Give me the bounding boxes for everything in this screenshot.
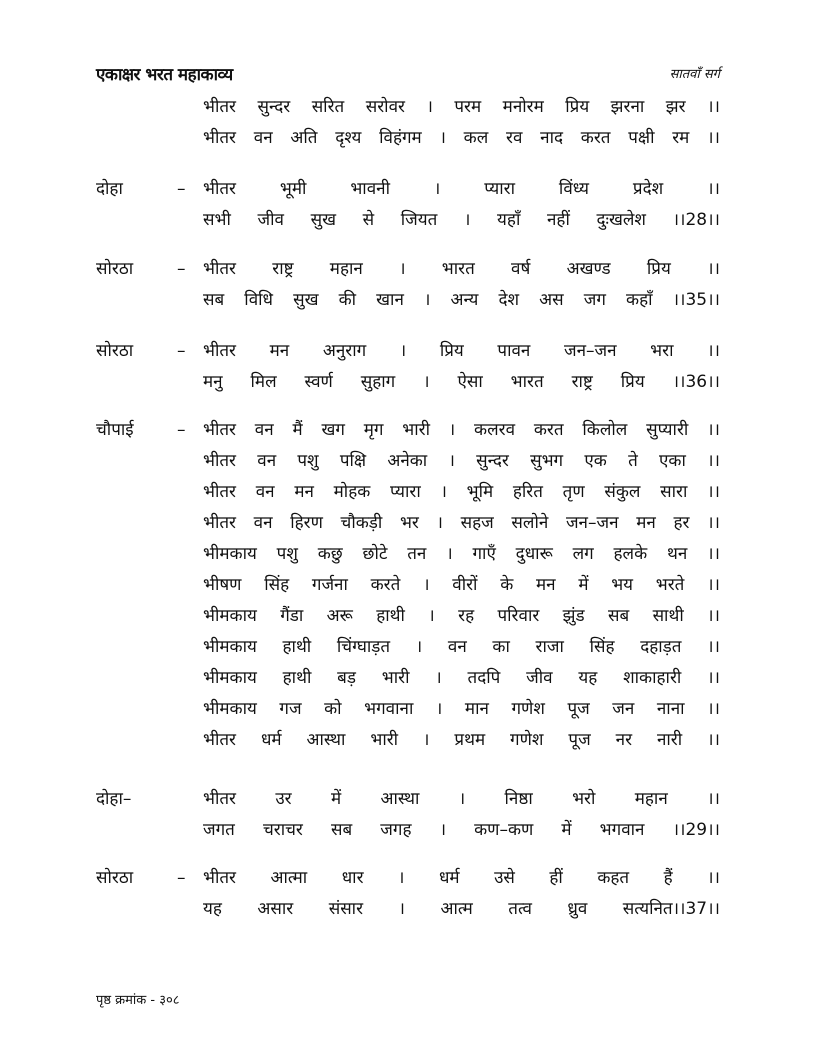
verse-line: भीतर राष्ट्र महान । भारत वर्ष अखण्ड प्रिय ।। <box>203 259 720 279</box>
verse-lines <box>203 92 720 154</box>
verse-line: भीमकाय पशु कछु छोटे तन । गाएँ दुधारू लग हलके थन ।। <box>203 544 720 564</box>
verse-lines <box>203 254 720 316</box>
verse-line: भीमकाय हाथी बड़ भारी । तदपि जीव यह शाकाहारी ।। <box>203 668 720 688</box>
verse-dash: – <box>177 341 186 361</box>
verse-line: भीतर वन पशु पक्षि अनेका । सुन्दर सुभग एक ते एका ।। <box>203 451 720 471</box>
verse-type-label: सोरठा <box>96 259 134 279</box>
verse-line: भीतर आत्मा धार । धर्म उसे हीं कहत हैं ।। <box>203 868 720 888</box>
verse-line: भीतर उर में आस्था । निष्ठा भरो महान ।। <box>203 789 720 809</box>
verse-dash: – <box>177 179 186 199</box>
verse-line: जगत चराचर सब जगह । कण–कण में भगवान ।।29।। <box>203 820 720 840</box>
verse-line: भीतर वन हिरण चौकड़ी भर । सहज सलोने जन–जन मन हर ।। <box>203 513 720 533</box>
verse-type-label: चौपाई <box>96 420 134 440</box>
verse-dash: – <box>177 868 186 888</box>
verse-type-label: सोरठा <box>96 341 134 361</box>
verse-dash: – <box>177 420 186 440</box>
verse-type-label: दोहा <box>96 179 123 199</box>
page-number: पृष्ठ क्रमांक - ३०८ <box>96 993 180 1008</box>
chapter-label: सातवाँ सर्ग <box>669 67 720 82</box>
verse-line: भीमकाय हाथी चिंग्घाड़त । वन का राजा सिंह दहाड़त ।। <box>203 637 720 657</box>
book-title: एकाक्षर भरत महाकाव्य <box>96 65 233 85</box>
verse-lines <box>203 863 720 925</box>
verse-line: भीतर सुन्दर सरित सरोवर । परम मनोरम प्रिय झरना झर ।। <box>203 97 720 117</box>
verse-lines <box>203 784 720 846</box>
verse-lines <box>203 415 720 756</box>
verse-type-label: दोहा– <box>96 789 132 809</box>
verse-line: भीतर मन अनुराग । प्रिय पावन जन–जन भरा ।। <box>203 341 720 361</box>
verse-line: यह असार संसार । आत्म तत्व ध्रुव सत्यनित।।37।। <box>203 899 720 919</box>
verse-line: सभी जीव सुख से जियत । यहाँ नहीं दुःखलेश ।।28।। <box>203 210 720 230</box>
verse-line: भीषण सिंह गर्जना करते । वीरों के मन में भय भरते ।। <box>203 575 720 595</box>
verse-line: भीतर धर्म आस्था भारी । प्रथम गणेश पूज नर नारी ।। <box>203 730 720 750</box>
verse-line: भीमकाय गैंडा अरू हाथी । रह परिवार झुंड सब साथी ।। <box>203 606 720 626</box>
verse-line: भीतर वन मैं खग मृग भारी । कलरव करत किलोल सुप्यारी ।। <box>203 420 720 440</box>
verse-line: भीमकाय गज को भगवाना । मान गणेश पूज जन नाना ।। <box>203 699 720 719</box>
verse-line: भीतर भूमी भावनी । प्यारा विंध्य प्रदेश ।। <box>203 179 720 199</box>
verse-lines <box>203 174 720 236</box>
verse-lines <box>203 336 720 398</box>
verse-dash: – <box>177 259 186 279</box>
verse-line: भीतर वन अति दृश्य विहंगम । कल रव नाद करत पक्षी रम ।। <box>203 128 720 148</box>
verse-line: भीतर वन मन मोहक प्यारा । भूमि हरित तृण संकुल सारा ।। <box>203 482 720 502</box>
verse-line: मनु मिल स्वर्ण सुहाग । ऐसा भारत राष्ट्र प्रिय ।।36।। <box>203 372 720 392</box>
verse-line: सब विधि सुख की खान । अन्य देश अस जग कहाँ ।।35।। <box>203 290 720 310</box>
verse-type-label: सोरठा <box>96 868 134 888</box>
